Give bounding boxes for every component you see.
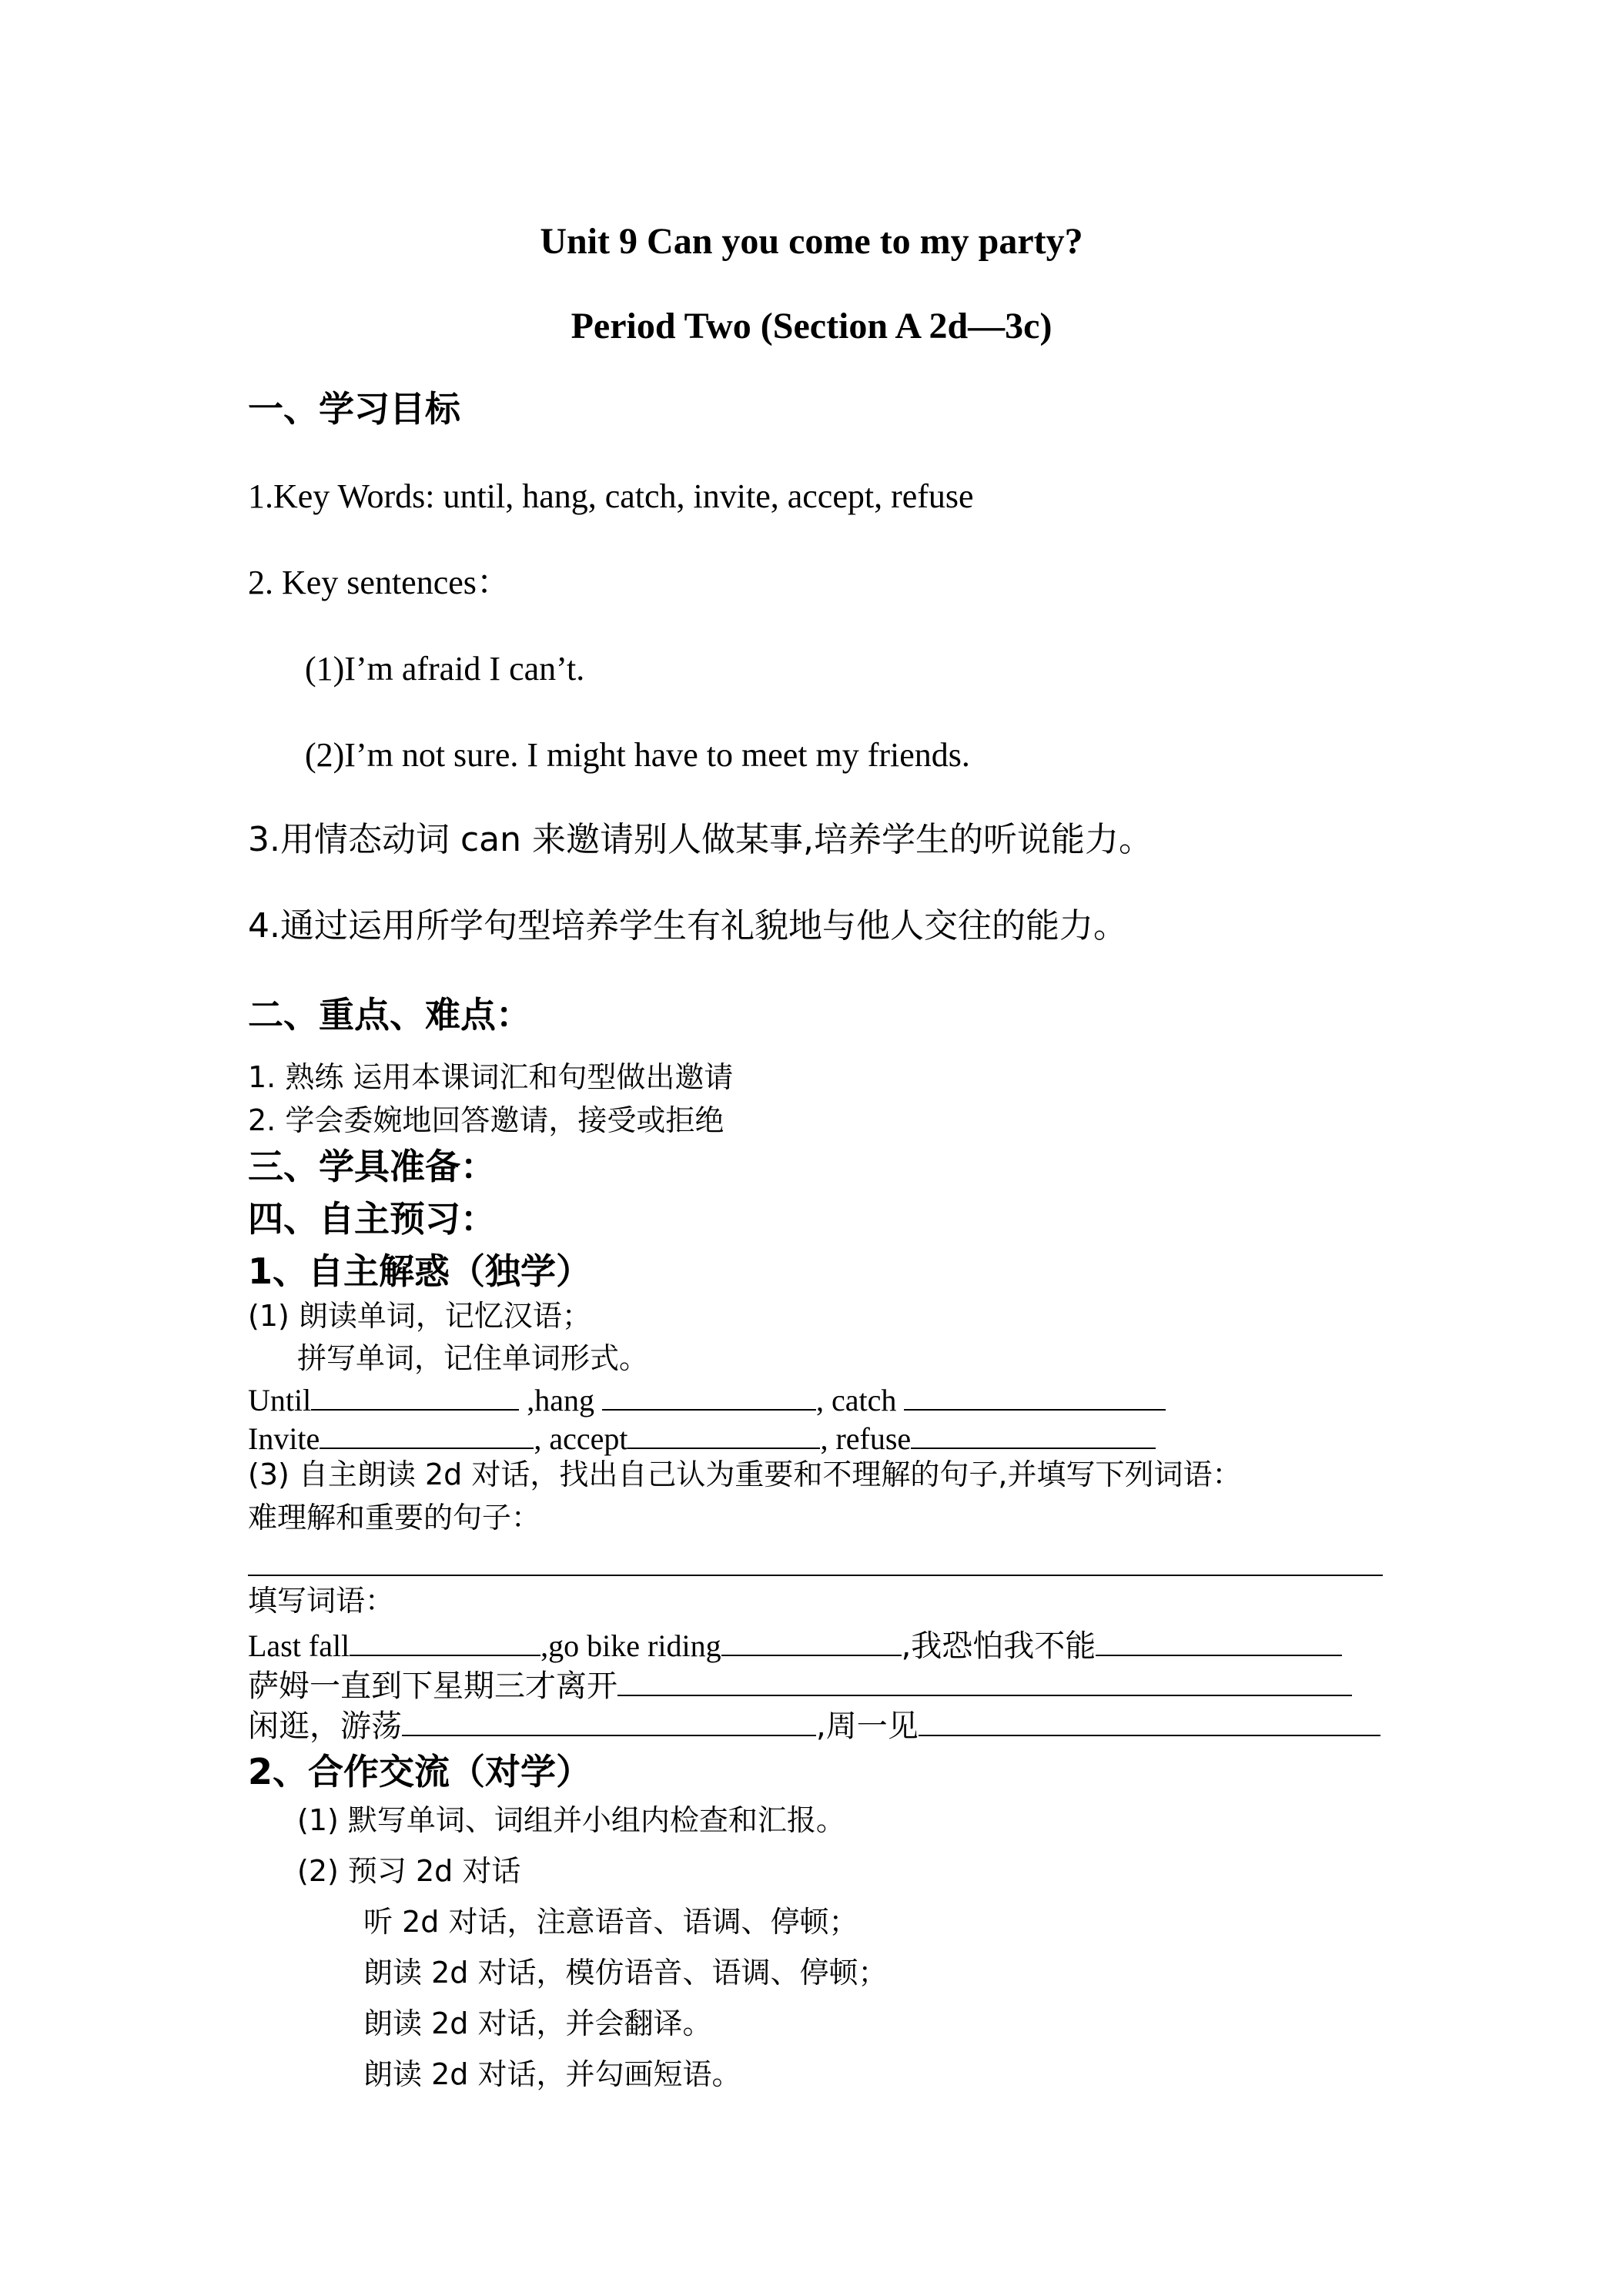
section-1-heading: 一、学习目标 (248, 388, 460, 430)
bike-riding-blank[interactable] (721, 1628, 902, 1656)
fill-row-2 (248, 1668, 1352, 1702)
key-sentence-2: (2)I’m not sure. I might have to meet my friends. (305, 736, 970, 774)
word-refuse: , refuse (820, 1421, 912, 1456)
word-accept: , accept (534, 1421, 628, 1456)
section-3-heading: 三、学具准备： (248, 1146, 496, 1187)
key-point-2: 2. 学会委婉地回答邀请，接受或拒绝 (248, 1103, 724, 1137)
key-sentences-item: 2. Key sentences： (248, 564, 510, 601)
fill-sam-leaving: 萨姆一直到下星期三才离开 (248, 1668, 617, 1704)
key-sentence-1: (1)I’m afraid I can’t. (305, 650, 585, 688)
period-title: Period Two (Section A 2d—3c) (571, 306, 1052, 346)
unit-title: Unit 9 Can you come to my party? (540, 221, 1083, 262)
until-blank[interactable] (311, 1383, 519, 1411)
section-4-heading: 四、自主预习： (248, 1198, 496, 1240)
word-blanks-row-2 (248, 1421, 1156, 1454)
fill-last-fall: Last fall (248, 1628, 350, 1663)
last-fall-blank[interactable] (350, 1628, 540, 1656)
fill-afraid: ,我恐怕我不能 (901, 1628, 1096, 1664)
preview-step-1b: 拼写单词，记住单词形式。 (297, 1341, 649, 1375)
fill-hang-out: 闲逛，游荡 (248, 1709, 402, 1744)
section-2-heading: 二、重点、难点： (248, 994, 531, 1036)
coop-step-2: (2) 预习 2d 对话 (297, 1854, 521, 1888)
subsection-1-heading: 1、自主解惑（独学） (248, 1250, 592, 1292)
fill-words-label: 填写词语： (248, 1584, 395, 1618)
coop-step-2a: 听 2d 对话，注意语音、语调、停顿； (363, 1905, 858, 1939)
see-monday-blank[interactable] (919, 1709, 1380, 1736)
preview-step-3: (3) 自主朗读 2d 对话，找出自己认为重要和不理解的句子,并填写下列词语： (248, 1458, 1242, 1491)
objective-4: 4.通过运用所学句型培养学生有礼貌地与他人交往的能力。 (248, 906, 1127, 946)
objective-3: 3.用情态动词 can 来邀请别人做某事,培养学生的听说能力。 (248, 820, 1153, 859)
word-until: Until (248, 1383, 312, 1417)
catch-blank[interactable] (904, 1383, 1166, 1411)
coop-step-2b: 朗读 2d 对话，模仿语音、语调、停顿； (363, 1956, 888, 1990)
refuse-blank[interactable] (911, 1421, 1156, 1449)
sentences-answer-line[interactable] (248, 1575, 1383, 1576)
fill-row-1 (248, 1628, 1342, 1662)
word-blanks-row-1 (248, 1383, 1166, 1416)
subsection-2-heading: 2、合作交流（对学） (248, 1751, 592, 1792)
afraid-blank[interactable] (1096, 1628, 1342, 1656)
preview-step-3b: 难理解和重要的句子： (248, 1501, 541, 1535)
key-words-item: 1.Key Words: until, hang, catch, invite, accept, refuse (248, 477, 974, 515)
fill-see-monday: ,周一见 (816, 1709, 919, 1744)
coop-step-2c: 朗读 2d 对话，并会翻译。 (363, 2006, 712, 2040)
hang-blank[interactable] (602, 1383, 816, 1411)
key-point-1: 1. 熟练 运用本课词汇和句型做出邀请 (248, 1060, 734, 1094)
coop-step-2d: 朗读 2d 对话，并勾画短语。 (363, 2057, 741, 2091)
invite-blank[interactable] (320, 1421, 534, 1449)
word-hang: ,hang (519, 1383, 602, 1417)
hang-out-blank[interactable] (402, 1709, 816, 1736)
fill-go-bike-riding: ,go bike riding (540, 1628, 721, 1663)
coop-step-1: (1) 默写单词、词组并小组内检查和汇报。 (297, 1803, 845, 1837)
preview-step-1: (1) 朗读单词，记忆汉语； (248, 1299, 591, 1333)
accept-blank[interactable] (627, 1421, 820, 1449)
sam-leaving-blank[interactable] (617, 1668, 1352, 1696)
word-invite: Invite (248, 1421, 320, 1456)
fill-row-3 (248, 1709, 1380, 1742)
word-catch: , catch (816, 1383, 905, 1417)
